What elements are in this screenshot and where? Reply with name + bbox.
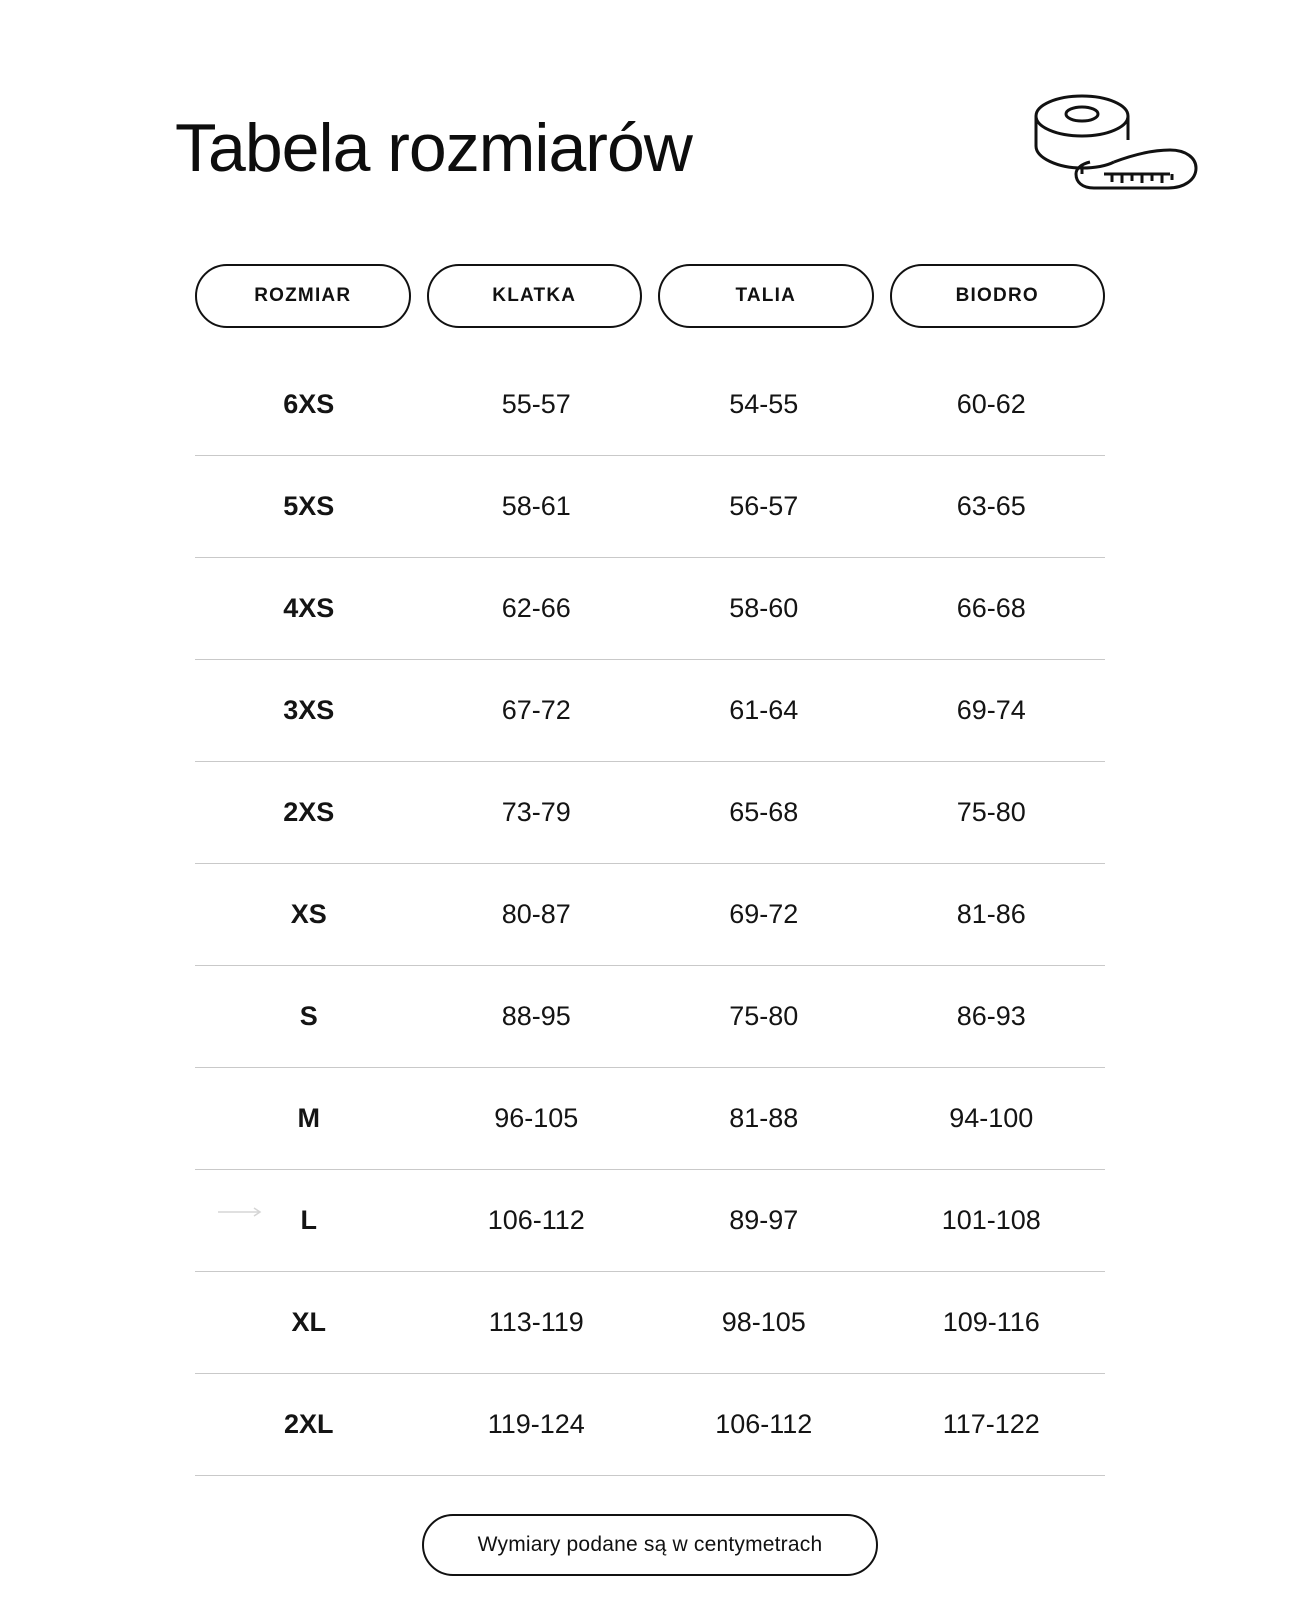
cell-size: XL [195,1272,423,1374]
cell-chest: 88-95 [423,966,651,1068]
cell-hip: 86-93 [878,966,1106,1068]
cell-size: 4XS [195,558,423,660]
cell-waist: 106-112 [650,1374,878,1476]
cell-chest: 62-66 [423,558,651,660]
cell-chest: 119-124 [423,1374,651,1476]
units-note: Wymiary podane są w centymetrach [422,1514,879,1576]
cell-hip: 109-116 [878,1272,1106,1374]
cell-waist: 54-55 [650,354,878,456]
table-row [195,354,1105,456]
cell-hip: 63-65 [878,456,1106,558]
footer [195,1514,1105,1576]
cell-size: M [195,1068,423,1170]
cell-hip: 60-62 [878,354,1106,456]
cell-size: 2XS [195,762,423,864]
page-title: Tabela rozmiarów [175,110,692,186]
table-row [195,558,1105,660]
cell-waist: 75-80 [650,966,878,1068]
cell-waist: 89-97 [650,1170,878,1272]
cell-waist: 98-105 [650,1272,878,1374]
cell-hip: 101-108 [878,1170,1106,1272]
cell-size: S [195,966,423,1068]
cell-hip: 117-122 [878,1374,1106,1476]
table-row [195,456,1105,558]
cell-chest: 106-112 [423,1170,651,1272]
cell-waist: 65-68 [650,762,878,864]
table-row [195,1170,1105,1272]
cell-chest: 73-79 [423,762,651,864]
cell-chest: 55-57 [423,354,651,456]
table-row [195,966,1105,1068]
cell-size: XS [195,864,423,966]
column-headers [195,264,1105,328]
cell-chest: 113-119 [423,1272,651,1374]
cell-size: 2XL [195,1374,423,1476]
cell-hip: 66-68 [878,558,1106,660]
cell-size: 6XS [195,354,423,456]
cell-hip: 94-100 [878,1068,1106,1170]
column-header-biodro: BIODRO [890,264,1106,328]
column-header-rozmiar: ROZMIAR [195,264,411,328]
cell-waist: 69-72 [650,864,878,966]
cell-chest: 96-105 [423,1068,651,1170]
column-header-talia: TALIA [658,264,874,328]
cell-hip: 69-74 [878,660,1106,762]
cell-hip: 81-86 [878,864,1106,966]
cell-hip: 75-80 [878,762,1106,864]
cell-waist: 61-64 [650,660,878,762]
cell-chest: 58-61 [423,456,651,558]
measuring-tape-icon [1020,88,1200,208]
cell-chest: 80-87 [423,864,651,966]
table-row [195,762,1105,864]
cell-chest: 67-72 [423,660,651,762]
table-row [195,1272,1105,1374]
table-row [195,1374,1105,1476]
cell-size: 3XS [195,660,423,762]
cell-size: 5XS [195,456,423,558]
size-table [195,354,1105,1476]
column-header-klatka: KLATKA [427,264,643,328]
page-header [175,0,1200,208]
cell-waist: 58-60 [650,558,878,660]
cell-waist: 56-57 [650,456,878,558]
table-row [195,1068,1105,1170]
cell-size: L [195,1170,423,1272]
table-row [195,660,1105,762]
table-row [195,864,1105,966]
cell-waist: 81-88 [650,1068,878,1170]
